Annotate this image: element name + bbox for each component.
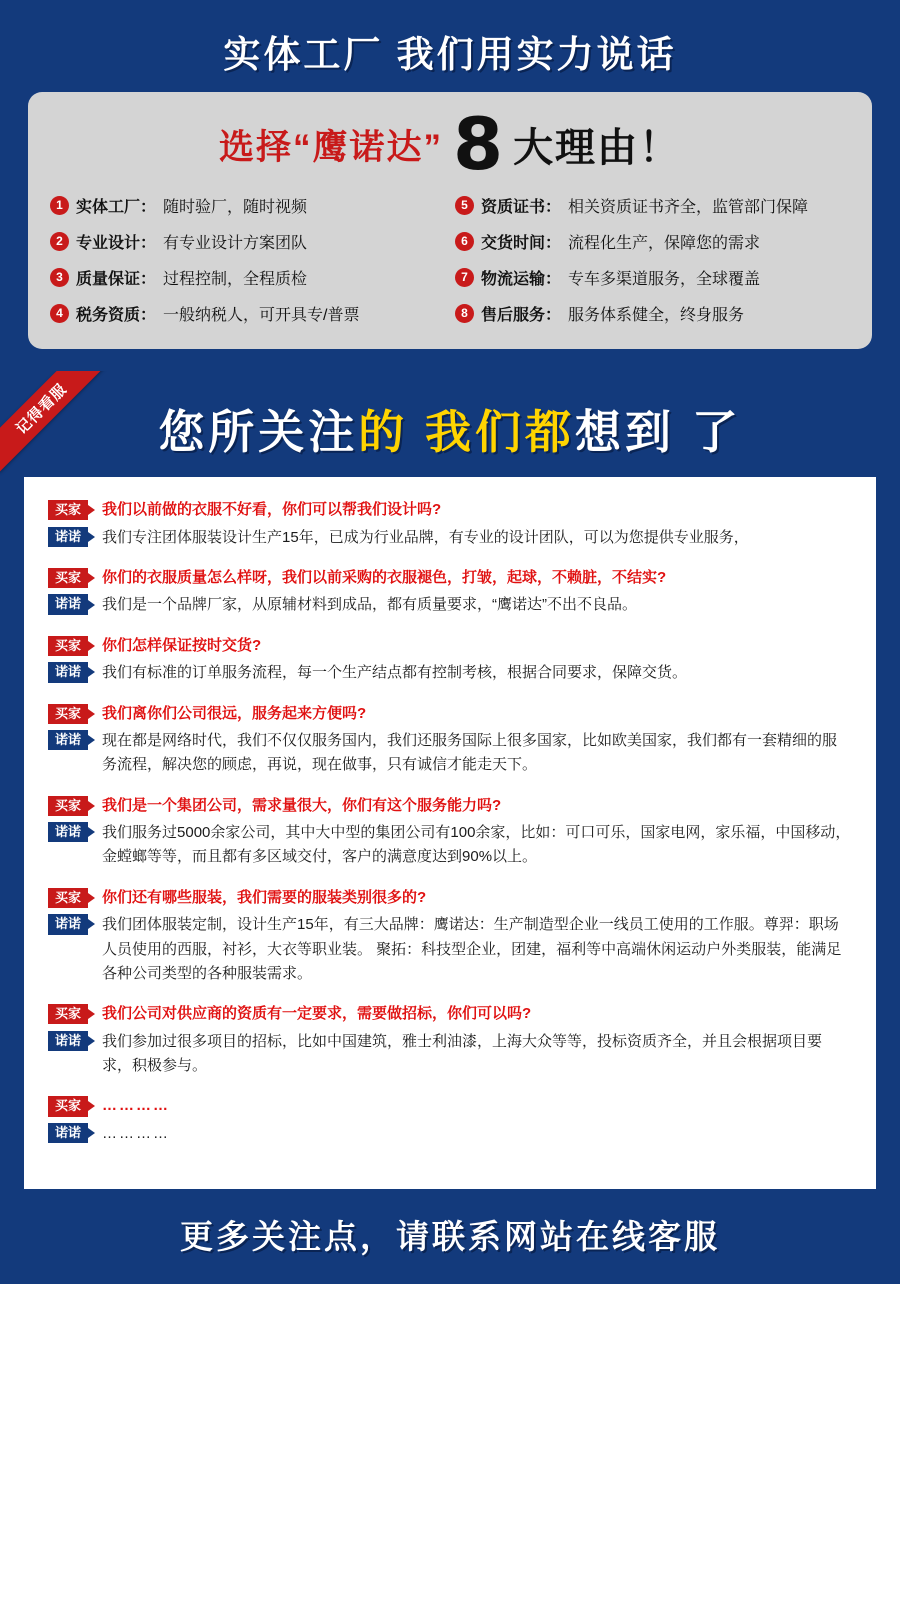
buyer-tag: [48, 796, 88, 816]
answer-tag: [48, 914, 88, 934]
qa-block: [48, 887, 852, 986]
buyer-tag-label: 买家: [55, 889, 82, 905]
answer-row: [48, 526, 852, 550]
reason-label: 实体工厂：: [76, 198, 157, 216]
faq-section: [0, 371, 900, 1284]
question-row: [48, 703, 852, 726]
heading-red-part: 选择“鹰诺达”: [218, 127, 443, 167]
reason-number-badge: 6: [455, 232, 474, 251]
reason-item: [50, 266, 445, 289]
answer-tag-label: 诺诺: [55, 664, 82, 680]
reason-label: 物流运输：: [481, 270, 562, 288]
reasons-grid: [50, 194, 850, 325]
answer-tag-label: 诺诺: [55, 1032, 82, 1048]
buyer-tag: [48, 1096, 88, 1116]
answer-tag: [48, 527, 88, 547]
answer-tag: [48, 730, 88, 750]
reason-text: 随时验厂，随时视频: [163, 198, 308, 216]
answer-text: 我们专注团体服装设计生产15年，已成为行业品牌，有专业的设计团队，可以为您提供专业服务，: [102, 528, 749, 546]
faq-footer-text: 更多关注点，请联系网站在线客服: [180, 1218, 720, 1256]
answer-tag-label: 诺诺: [55, 732, 82, 748]
qa-block: [48, 795, 852, 870]
question-text: 我们离你们公司很远，服务起来方便吗?: [102, 704, 367, 722]
answer-tag: [48, 822, 88, 842]
question-row: [48, 795, 852, 818]
question-text: 你们的衣服质量怎么样呀，我们以前采购的衣服褪色，打皱，起球，不赖脏，不结实?: [102, 568, 667, 586]
reason-item: [455, 266, 850, 289]
reason-number-badge: 8: [455, 304, 474, 323]
faq-title-part4: 想到: [575, 405, 675, 458]
question-text: 我们是一个集团公司，需求量很大，你们有这个服务能力吗?: [102, 796, 502, 814]
answer-tag-label: 诺诺: [55, 1124, 82, 1140]
reason-text: 过程控制，全程质检: [163, 270, 308, 288]
buyer-tag-label: 买家: [55, 569, 82, 585]
answer-text: 我们有标准的订单服务流程，每一个生产结点都有控制考核，根据合同要求，保障交货。: [102, 664, 688, 682]
question-text: 我们公司对供应商的资质有一定要求，需要做招标，你们可以吗?: [102, 1005, 532, 1023]
faq-title: [0, 387, 900, 478]
answer-row: [48, 661, 852, 685]
qa-block: [48, 1003, 852, 1078]
answer-tag: [48, 662, 88, 682]
faq-title-part3: 我们都: [425, 405, 575, 458]
reason-text: 一般纳税人，可开具专/普票: [163, 306, 360, 324]
answer-row: [48, 1122, 852, 1146]
buyer-tag: [48, 500, 88, 520]
question-text: …………: [102, 1097, 171, 1115]
buyer-tag: [48, 568, 88, 588]
reason-text: 流程化生产，保障您的需求: [568, 234, 761, 252]
qa-block: [48, 1095, 852, 1146]
question-text: 你们还有哪些服装，我们需要的服装类别很多的?: [102, 888, 427, 906]
answer-row: [48, 821, 852, 870]
answer-text: 我们服务过5000余家公司，其中大中型的集团公司有100余家，比如：可口可乐，国家电网，家乐福，中国移动，金螳螂等等，而且都有多区域交付，客户的满意度达到90%以上。: [102, 824, 851, 866]
question-text: 我们以前做的衣服不好看，你们可以帮我们设计吗?: [102, 501, 442, 519]
buyer-tag: [48, 888, 88, 908]
buyer-tag-label: 买家: [55, 502, 82, 518]
buyer-tag-label: 买家: [55, 797, 82, 813]
answer-tag: [48, 1031, 88, 1051]
question-row: [48, 1003, 852, 1026]
faq-title-part1: 您所关注: [158, 405, 359, 458]
qa-block: [48, 499, 852, 550]
answer-row: [48, 593, 852, 617]
reason-label: 交货时间：: [481, 234, 562, 252]
answer-row: [48, 1030, 852, 1079]
reason-label: 资质证书：: [481, 198, 562, 216]
reason-number-badge: 2: [50, 232, 69, 251]
reasons-section: [0, 0, 900, 371]
answer-tag: [48, 1123, 88, 1143]
question-row: [48, 567, 852, 590]
reasons-heading: [50, 102, 850, 194]
answer-row: [48, 913, 852, 986]
reason-item: [50, 230, 445, 253]
faq-title-part5: 了: [691, 405, 742, 458]
reason-item: [50, 194, 445, 217]
reason-number-badge: 3: [50, 268, 69, 287]
reason-item: [50, 302, 445, 325]
reason-text: 服务体系健全，终身服务: [568, 306, 745, 324]
buyer-tag-label: 买家: [55, 705, 82, 721]
answer-tag-label: 诺诺: [55, 528, 82, 544]
reason-item: [455, 230, 850, 253]
reason-number-badge: 4: [50, 304, 69, 323]
reason-number-badge: 7: [455, 268, 474, 287]
answer-text: 我们参加过很多项目的招标，比如中国建筑，雅士利油漆，上海大众等等，投标资质齐全，并且会根据项目要求，积极参与。: [102, 1032, 823, 1074]
reason-label: 质量保证：: [76, 270, 157, 288]
answer-text: 现在都是网络时代，我们不仅仅服务国内，我们还服务国际上很多国家，比如欧美国家，我们都有一套精细的服务流程，解决您的顾虑，再说，现在做事，只有诚信才能走天下。: [102, 732, 838, 774]
answer-row: [48, 729, 852, 778]
reason-number-badge: 1: [50, 196, 69, 215]
reason-item: [455, 302, 850, 325]
buyer-tag-label: 买家: [55, 637, 82, 653]
question-row: [48, 499, 852, 522]
reason-text: 有专业设计方案团队: [163, 234, 308, 252]
buyer-tag: [48, 1004, 88, 1024]
answer-tag-label: 诺诺: [55, 824, 82, 840]
question-row: [48, 635, 852, 658]
reasons-card: [28, 92, 872, 349]
heading-number: 8: [452, 102, 504, 186]
question-row: [48, 1095, 852, 1118]
buyer-tag: [48, 704, 88, 724]
answer-tag-label: 诺诺: [55, 596, 82, 612]
reason-text: 相关资质证书齐全，监管部门保障: [568, 198, 809, 216]
answer-text: 我们是一个品牌厂家，从原辅材料到成品，都有质量要求，“鹰诺达”不出不良品。: [102, 596, 638, 614]
qa-block: [48, 635, 852, 686]
corner-ribbon: 记得看服: [0, 371, 105, 472]
reason-text: 专车多渠道服务，全球覆盖: [568, 270, 761, 288]
qa-block: [48, 567, 852, 618]
reason-label: 售后服务：: [481, 306, 562, 324]
reason-item: [455, 194, 850, 217]
buyer-tag-label: 买家: [55, 1006, 82, 1022]
qa-block: [48, 703, 852, 778]
question-row: [48, 887, 852, 910]
reason-number-badge: 5: [455, 196, 474, 215]
buyer-tag-label: 买家: [55, 1098, 82, 1114]
heading-black-part: 大理由！: [513, 126, 682, 171]
faq-title-part2: 的: [358, 405, 409, 458]
answer-text: …………: [102, 1124, 171, 1142]
reason-label: 专业设计：: [76, 234, 157, 252]
banner-title: 实体工厂 我们用实力说话: [223, 34, 677, 75]
reason-label: 税务资质：: [76, 306, 157, 324]
question-text: 你们怎样保证按时交货?: [102, 636, 262, 654]
answer-tag: [48, 594, 88, 614]
answer-text: 我们团体服装定制，设计生产15年，有三大品牌：鹰诺达：生产制造型企业一线员工使用的工作服。尊羿：职场人员使用的西服，衬衫，大衣等职业装。 聚拓：科技型企业，团建，福利等中高端休闲运动户外类服装，能满足各种公司类型的各种服装需求。: [102, 916, 842, 982]
buyer-tag: [48, 636, 88, 656]
answer-tag-label: 诺诺: [55, 916, 82, 932]
faq-card: [24, 477, 876, 1189]
